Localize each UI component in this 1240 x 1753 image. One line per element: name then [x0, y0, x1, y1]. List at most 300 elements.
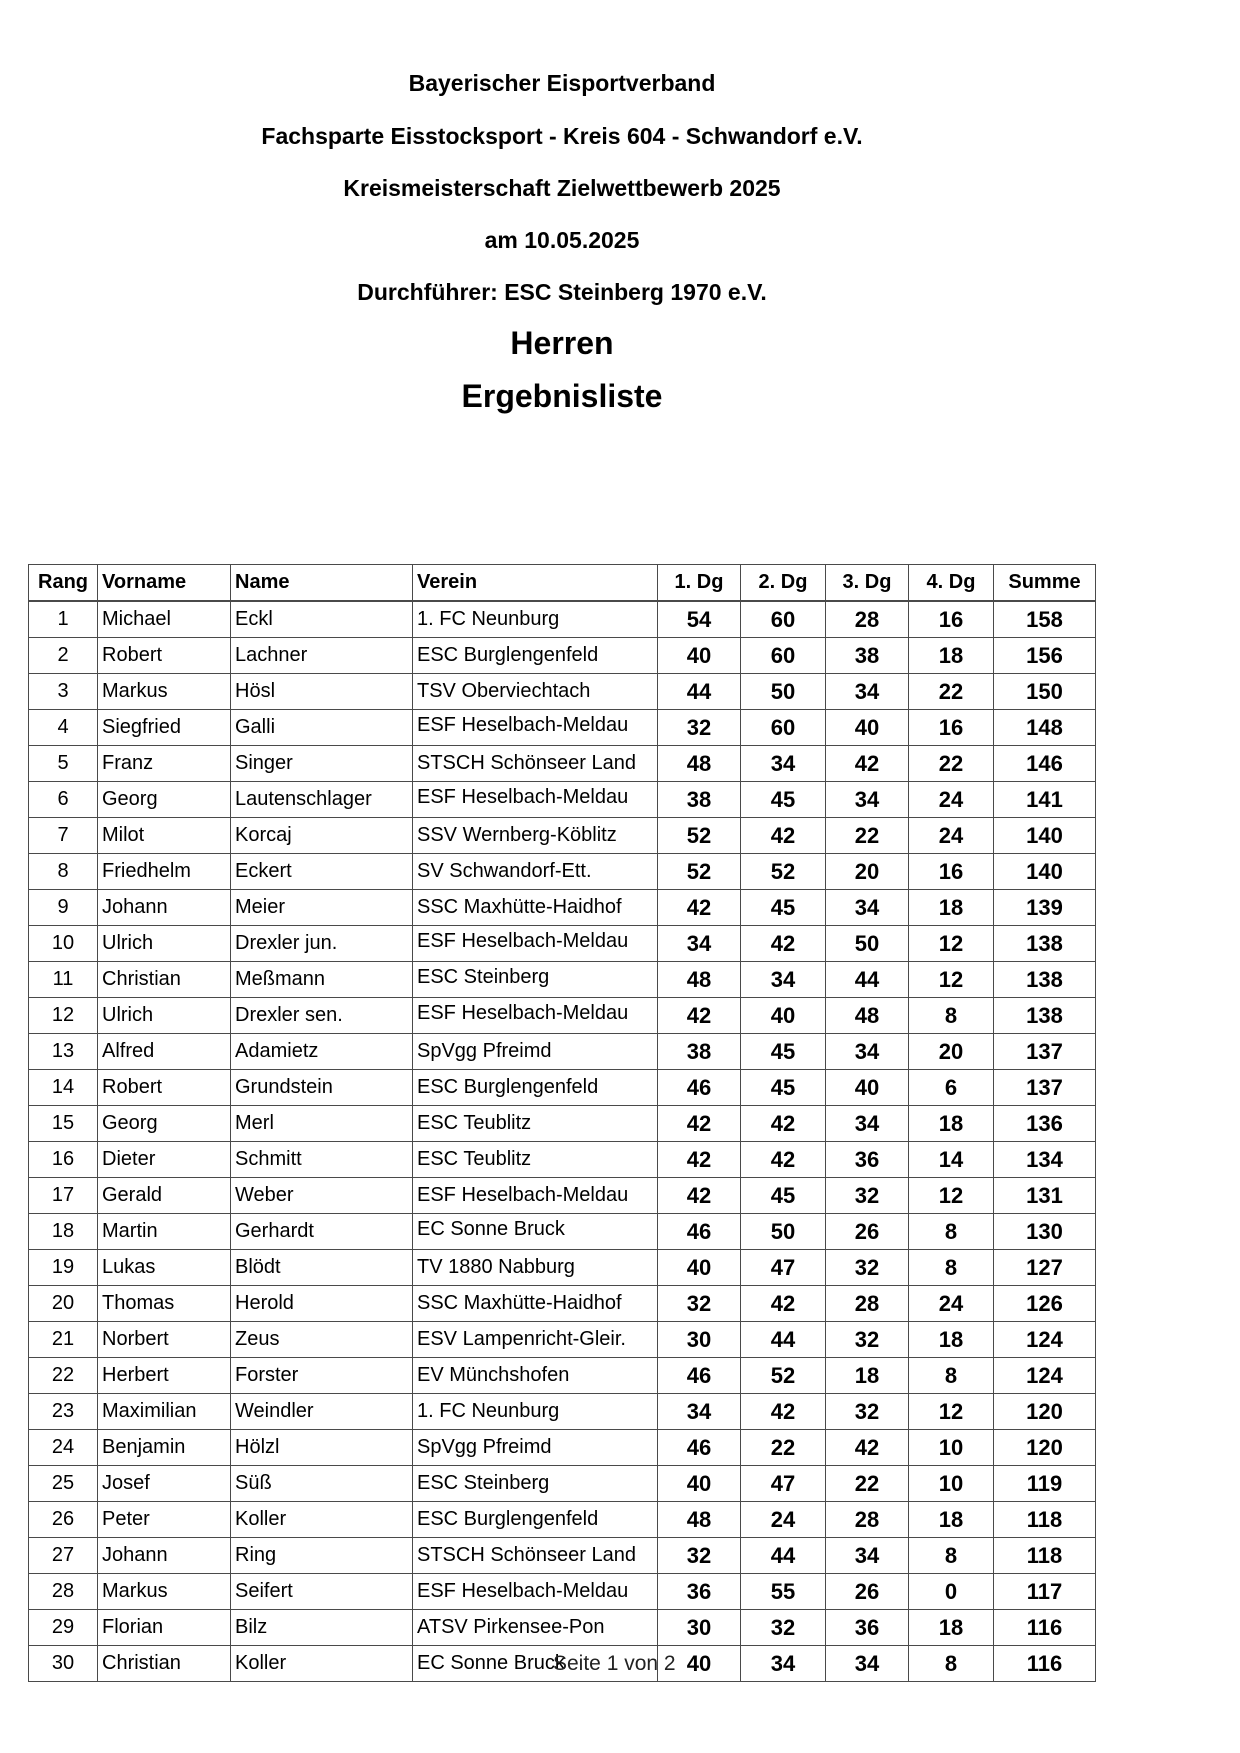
- table-row: [29, 854, 1096, 890]
- rank-cell: 24: [29, 1430, 98, 1466]
- round-1-cell: 42: [658, 890, 741, 926]
- round-3-cell: 32: [826, 1250, 909, 1286]
- round-3-cell: 18: [826, 1358, 909, 1394]
- round-2-cell: 24: [741, 1502, 826, 1538]
- first-name-cell: Dieter: [98, 1142, 231, 1178]
- last-name-cell: Korcaj: [231, 818, 413, 854]
- round-3-cell: 40: [826, 1070, 909, 1106]
- table-row: [29, 746, 1096, 782]
- round-1-cell: 36: [658, 1574, 741, 1610]
- last-name-cell: Koller: [231, 1646, 413, 1682]
- round-2-cell: 52: [741, 854, 826, 890]
- table-row: [29, 1034, 1096, 1070]
- round-3-cell: 48: [826, 998, 909, 1034]
- round-1-cell: 32: [658, 1286, 741, 1322]
- round-1-cell: 42: [658, 1178, 741, 1214]
- rank-cell: 4: [29, 710, 98, 746]
- first-name-cell: Ulrich: [98, 998, 231, 1034]
- club-cell: ESC Burglengenfeld: [413, 1070, 658, 1106]
- round-2-cell: 45: [741, 1034, 826, 1070]
- rank-cell: 18: [29, 1214, 98, 1250]
- table-row: [29, 1394, 1096, 1430]
- round-3-cell: 32: [826, 1178, 909, 1214]
- round-2-cell: 42: [741, 1142, 826, 1178]
- total-cell: 140: [994, 854, 1096, 890]
- first-name-cell: Friedhelm: [98, 854, 231, 890]
- total-cell: 138: [994, 998, 1096, 1034]
- category-title: Herren: [510, 325, 614, 361]
- round-3-cell: 26: [826, 1214, 909, 1250]
- round-1-cell: 42: [658, 998, 741, 1034]
- total-cell: 127: [994, 1250, 1096, 1286]
- rank-cell: 25: [29, 1466, 98, 1502]
- round-4-cell: 0: [909, 1574, 994, 1610]
- page-number: Seite 1 von 2: [553, 1652, 676, 1675]
- round-1-cell: 42: [658, 1106, 741, 1142]
- last-name-cell: Lautenschlager: [231, 782, 413, 818]
- round-4-cell: 8: [909, 1646, 994, 1682]
- table-row: [29, 1106, 1096, 1142]
- club-cell: ESC Burglengenfeld: [413, 1502, 658, 1538]
- last-name-cell: Blödt: [231, 1250, 413, 1286]
- first-name-cell: Johann: [98, 1538, 231, 1574]
- last-name-cell: Adamietz: [231, 1034, 413, 1070]
- total-cell: 116: [994, 1610, 1096, 1646]
- table-row: [29, 1466, 1096, 1502]
- round-1-cell: 54: [658, 601, 741, 638]
- table-row: [29, 998, 1096, 1034]
- round-2-cell: 34: [741, 746, 826, 782]
- total-cell: 158: [994, 601, 1096, 638]
- round-3-cell: 34: [826, 1034, 909, 1070]
- table-row: [29, 1070, 1096, 1106]
- table-row: [29, 782, 1096, 818]
- organizer: Durchführer: ESC Steinberg 1970 e.V.: [357, 279, 767, 305]
- table-row: [29, 1142, 1096, 1178]
- rank-cell: 17: [29, 1178, 98, 1214]
- round-3-cell: 32: [826, 1322, 909, 1358]
- first-name-cell: Siegfried: [98, 710, 231, 746]
- first-name-cell: Michael: [98, 601, 231, 638]
- rank-cell: 22: [29, 1358, 98, 1394]
- table-row: [29, 818, 1096, 854]
- club-cell: ESC Teublitz: [413, 1106, 658, 1142]
- total-cell: 139: [994, 890, 1096, 926]
- round-2-cell: 47: [741, 1466, 826, 1502]
- rank-cell: 12: [29, 998, 98, 1034]
- round-1-cell: 44: [658, 674, 741, 710]
- rank-cell: 14: [29, 1070, 98, 1106]
- column-header: Summe: [994, 565, 1096, 602]
- table-row: [29, 1358, 1096, 1394]
- round-1-cell: 46: [658, 1358, 741, 1394]
- round-3-cell: 28: [826, 601, 909, 638]
- rank-cell: 29: [29, 1610, 98, 1646]
- last-name-cell: Drexler jun.: [231, 926, 413, 962]
- total-cell: 120: [994, 1430, 1096, 1466]
- round-1-cell: 34: [658, 926, 741, 962]
- first-name-cell: Gerald: [98, 1178, 231, 1214]
- rank-cell: 15: [29, 1106, 98, 1142]
- round-1-cell: 40: [658, 638, 741, 674]
- round-4-cell: 18: [909, 1502, 994, 1538]
- club-cell: ESV Lampenricht-Gleir.: [413, 1322, 658, 1358]
- club-cell: 1. FC Neunburg: [413, 601, 658, 638]
- rank-cell: 30: [29, 1646, 98, 1682]
- club-cell: STSCH Schönseer Land: [413, 746, 658, 782]
- round-3-cell: 22: [826, 818, 909, 854]
- round-1-cell: 48: [658, 962, 741, 998]
- round-3-cell: 28: [826, 1286, 909, 1322]
- column-header: Name: [231, 565, 413, 602]
- total-cell: 119: [994, 1466, 1096, 1502]
- round-2-cell: 42: [741, 1106, 826, 1142]
- total-cell: 148: [994, 710, 1096, 746]
- round-3-cell: 20: [826, 854, 909, 890]
- round-3-cell: 32: [826, 1394, 909, 1430]
- total-cell: 156: [994, 638, 1096, 674]
- round-4-cell: 12: [909, 926, 994, 962]
- rank-cell: 3: [29, 674, 98, 710]
- total-cell: 137: [994, 1070, 1096, 1106]
- round-4-cell: 20: [909, 1034, 994, 1070]
- first-name-cell: Christian: [98, 962, 231, 998]
- event-date: am 10.05.2025: [484, 227, 640, 253]
- round-4-cell: 16: [909, 710, 994, 746]
- table-row: [29, 1250, 1096, 1286]
- round-4-cell: 18: [909, 1322, 994, 1358]
- division-title: Fachsparte Eisstocksport - Kreis 604 - Schwandorf e.V.: [261, 123, 863, 149]
- club-cell: SpVgg Pfreimd: [413, 1430, 658, 1466]
- club-cell: SSC Maxhütte-Haidhof: [413, 890, 658, 926]
- rank-cell: 27: [29, 1538, 98, 1574]
- club-cell: ESC Burglengenfeld: [413, 638, 658, 674]
- round-3-cell: 50: [826, 926, 909, 962]
- round-4-cell: 18: [909, 1106, 994, 1142]
- club-cell: ESF Heselbach-Meldau: [413, 782, 658, 818]
- results-table: [28, 564, 1096, 1682]
- rank-cell: 19: [29, 1250, 98, 1286]
- round-1-cell: 40: [658, 1646, 741, 1682]
- round-2-cell: 52: [741, 1358, 826, 1394]
- total-cell: 150: [994, 674, 1096, 710]
- total-cell: 124: [994, 1322, 1096, 1358]
- last-name-cell: Drexler sen.: [231, 998, 413, 1034]
- table-row: [29, 638, 1096, 674]
- round-2-cell: 60: [741, 710, 826, 746]
- column-header: Rang: [29, 565, 98, 602]
- round-4-cell: 24: [909, 1286, 994, 1322]
- club-cell: ESC Steinberg: [413, 1466, 658, 1502]
- last-name-cell: Herold: [231, 1286, 413, 1322]
- round-4-cell: 8: [909, 998, 994, 1034]
- round-4-cell: 8: [909, 1538, 994, 1574]
- last-name-cell: Süß: [231, 1466, 413, 1502]
- last-name-cell: Weindler: [231, 1394, 413, 1430]
- rank-cell: 9: [29, 890, 98, 926]
- last-name-cell: Eckl: [231, 601, 413, 638]
- last-name-cell: Hölzl: [231, 1430, 413, 1466]
- round-1-cell: 46: [658, 1070, 741, 1106]
- round-4-cell: 24: [909, 782, 994, 818]
- round-4-cell: 10: [909, 1430, 994, 1466]
- club-cell: EV Münchshofen: [413, 1358, 658, 1394]
- round-4-cell: 22: [909, 746, 994, 782]
- total-cell: 117: [994, 1574, 1096, 1610]
- round-1-cell: 30: [658, 1610, 741, 1646]
- round-4-cell: 12: [909, 962, 994, 998]
- round-2-cell: 50: [741, 1214, 826, 1250]
- first-name-cell: Thomas: [98, 1286, 231, 1322]
- round-1-cell: 30: [658, 1322, 741, 1358]
- club-cell: SpVgg Pfreimd: [413, 1034, 658, 1070]
- table-row: [29, 926, 1096, 962]
- round-2-cell: 50: [741, 674, 826, 710]
- last-name-cell: Seifert: [231, 1574, 413, 1610]
- round-1-cell: 48: [658, 1502, 741, 1538]
- round-2-cell: 42: [741, 926, 826, 962]
- table-row: [29, 674, 1096, 710]
- round-3-cell: 34: [826, 1646, 909, 1682]
- total-cell: 118: [994, 1538, 1096, 1574]
- last-name-cell: Meßmann: [231, 962, 413, 998]
- round-4-cell: 24: [909, 818, 994, 854]
- round-1-cell: 34: [658, 1394, 741, 1430]
- rank-cell: 7: [29, 818, 98, 854]
- club-cell: ESF Heselbach-Meldau: [413, 998, 658, 1034]
- last-name-cell: Grundstein: [231, 1070, 413, 1106]
- table-row: [29, 1538, 1096, 1574]
- first-name-cell: Robert: [98, 638, 231, 674]
- club-cell: EC Sonne Bruck: [413, 1646, 658, 1682]
- first-name-cell: Georg: [98, 1106, 231, 1142]
- round-4-cell: 8: [909, 1358, 994, 1394]
- round-2-cell: 42: [741, 818, 826, 854]
- first-name-cell: Martin: [98, 1214, 231, 1250]
- total-cell: 136: [994, 1106, 1096, 1142]
- round-1-cell: 52: [658, 818, 741, 854]
- round-1-cell: 38: [658, 782, 741, 818]
- rank-cell: 26: [29, 1502, 98, 1538]
- round-2-cell: 55: [741, 1574, 826, 1610]
- first-name-cell: Lukas: [98, 1250, 231, 1286]
- total-cell: 137: [994, 1034, 1096, 1070]
- rank-cell: 21: [29, 1322, 98, 1358]
- total-cell: 141: [994, 782, 1096, 818]
- round-3-cell: 36: [826, 1610, 909, 1646]
- club-cell: ESF Heselbach-Meldau: [413, 710, 658, 746]
- rank-cell: 23: [29, 1394, 98, 1430]
- table-row: [29, 1610, 1096, 1646]
- club-cell: ESC Teublitz: [413, 1142, 658, 1178]
- round-3-cell: 22: [826, 1466, 909, 1502]
- rank-cell: 16: [29, 1142, 98, 1178]
- first-name-cell: Milot: [98, 818, 231, 854]
- round-3-cell: 34: [826, 674, 909, 710]
- table-row: [29, 1214, 1096, 1250]
- rank-cell: 5: [29, 746, 98, 782]
- total-cell: 146: [994, 746, 1096, 782]
- round-3-cell: 42: [826, 1430, 909, 1466]
- last-name-cell: Lachner: [231, 638, 413, 674]
- rank-cell: 6: [29, 782, 98, 818]
- total-cell: 124: [994, 1358, 1096, 1394]
- rank-cell: 2: [29, 638, 98, 674]
- federation-title: Bayerischer Eisportverband: [408, 70, 716, 96]
- total-cell: 131: [994, 1178, 1096, 1214]
- round-4-cell: 18: [909, 638, 994, 674]
- club-cell: EC Sonne Bruck: [413, 1214, 658, 1250]
- first-name-cell: Maximilian: [98, 1394, 231, 1430]
- round-1-cell: 52: [658, 854, 741, 890]
- last-name-cell: Koller: [231, 1502, 413, 1538]
- last-name-cell: Eckert: [231, 854, 413, 890]
- first-name-cell: Georg: [98, 782, 231, 818]
- round-3-cell: 34: [826, 1106, 909, 1142]
- table-row: [29, 710, 1096, 746]
- total-cell: 118: [994, 1502, 1096, 1538]
- round-2-cell: 32: [741, 1610, 826, 1646]
- last-name-cell: Gerhardt: [231, 1214, 413, 1250]
- club-cell: TSV Oberviechtach: [413, 674, 658, 710]
- round-1-cell: 32: [658, 710, 741, 746]
- round-2-cell: 44: [741, 1538, 826, 1574]
- round-2-cell: 45: [741, 1070, 826, 1106]
- club-cell: ESF Heselbach-Meldau: [413, 1574, 658, 1610]
- round-2-cell: 45: [741, 1178, 826, 1214]
- round-3-cell: 34: [826, 890, 909, 926]
- total-cell: 134: [994, 1142, 1096, 1178]
- round-2-cell: 44: [741, 1322, 826, 1358]
- round-2-cell: 34: [741, 962, 826, 998]
- round-4-cell: 14: [909, 1142, 994, 1178]
- first-name-cell: Christian: [98, 1646, 231, 1682]
- total-cell: 116: [994, 1646, 1096, 1682]
- round-2-cell: 45: [741, 782, 826, 818]
- table-body: [29, 601, 1096, 1682]
- last-name-cell: Weber: [231, 1178, 413, 1214]
- round-3-cell: 44: [826, 962, 909, 998]
- round-2-cell: 60: [741, 638, 826, 674]
- round-2-cell: 22: [741, 1430, 826, 1466]
- last-name-cell: Meier: [231, 890, 413, 926]
- club-cell: ESF Heselbach-Meldau: [413, 926, 658, 962]
- last-name-cell: Singer: [231, 746, 413, 782]
- last-name-cell: Merl: [231, 1106, 413, 1142]
- first-name-cell: Markus: [98, 1574, 231, 1610]
- round-1-cell: 38: [658, 1034, 741, 1070]
- table-row: [29, 1430, 1096, 1466]
- first-name-cell: Norbert: [98, 1322, 231, 1358]
- rank-cell: 1: [29, 601, 98, 638]
- table-row: [29, 1322, 1096, 1358]
- round-2-cell: 42: [741, 1394, 826, 1430]
- round-1-cell: 42: [658, 1142, 741, 1178]
- first-name-cell: Ulrich: [98, 926, 231, 962]
- last-name-cell: Galli: [231, 710, 413, 746]
- column-header: 4. Dg: [909, 565, 994, 602]
- last-name-cell: Zeus: [231, 1322, 413, 1358]
- round-3-cell: 40: [826, 710, 909, 746]
- total-cell: 126: [994, 1286, 1096, 1322]
- total-cell: 130: [994, 1214, 1096, 1250]
- table-row: [29, 962, 1096, 998]
- round-3-cell: 34: [826, 782, 909, 818]
- total-cell: 120: [994, 1394, 1096, 1430]
- table-header-row: [29, 565, 1096, 602]
- round-3-cell: 36: [826, 1142, 909, 1178]
- total-cell: 138: [994, 962, 1096, 998]
- round-1-cell: 46: [658, 1214, 741, 1250]
- first-name-cell: Florian: [98, 1610, 231, 1646]
- club-cell: 1. FC Neunburg: [413, 1394, 658, 1430]
- club-cell: SV Schwandorf-Ett.: [413, 854, 658, 890]
- round-2-cell: 42: [741, 1286, 826, 1322]
- club-cell: STSCH Schönseer Land: [413, 1538, 658, 1574]
- last-name-cell: Forster: [231, 1358, 413, 1394]
- rank-cell: 11: [29, 962, 98, 998]
- table-row: [29, 1574, 1096, 1610]
- round-1-cell: 48: [658, 746, 741, 782]
- round-4-cell: 8: [909, 1214, 994, 1250]
- first-name-cell: Robert: [98, 1070, 231, 1106]
- round-2-cell: 47: [741, 1250, 826, 1286]
- column-header: 3. Dg: [826, 565, 909, 602]
- column-header: Vorname: [98, 565, 231, 602]
- round-4-cell: 10: [909, 1466, 994, 1502]
- column-header: 2. Dg: [741, 565, 826, 602]
- round-4-cell: 12: [909, 1394, 994, 1430]
- table-row: [29, 1286, 1096, 1322]
- rank-cell: 28: [29, 1574, 98, 1610]
- round-2-cell: 34: [741, 1646, 826, 1682]
- club-cell: ESC Steinberg: [413, 962, 658, 998]
- round-4-cell: 16: [909, 854, 994, 890]
- round-4-cell: 18: [909, 1610, 994, 1646]
- rank-cell: 20: [29, 1286, 98, 1322]
- round-4-cell: 22: [909, 674, 994, 710]
- round-4-cell: 8: [909, 1250, 994, 1286]
- table-row: [29, 1178, 1096, 1214]
- first-name-cell: Josef: [98, 1466, 231, 1502]
- competition-title: Kreismeisterschaft Zielwettbewerb 2025: [343, 175, 781, 201]
- rank-cell: 13: [29, 1034, 98, 1070]
- round-3-cell: 28: [826, 1502, 909, 1538]
- round-1-cell: 40: [658, 1250, 741, 1286]
- last-name-cell: Schmitt: [231, 1142, 413, 1178]
- total-cell: 140: [994, 818, 1096, 854]
- rank-cell: 8: [29, 854, 98, 890]
- round-2-cell: 40: [741, 998, 826, 1034]
- club-cell: ESF Heselbach-Meldau: [413, 1178, 658, 1214]
- round-1-cell: 46: [658, 1430, 741, 1466]
- round-3-cell: 38: [826, 638, 909, 674]
- round-4-cell: 18: [909, 890, 994, 926]
- first-name-cell: Alfred: [98, 1034, 231, 1070]
- round-1-cell: 32: [658, 1538, 741, 1574]
- first-name-cell: Franz: [98, 746, 231, 782]
- column-header: 1. Dg: [658, 565, 741, 602]
- round-4-cell: 6: [909, 1070, 994, 1106]
- round-4-cell: 12: [909, 1178, 994, 1214]
- round-2-cell: 45: [741, 890, 826, 926]
- club-cell: ATSV Pirkensee-Pon: [413, 1610, 658, 1646]
- last-name-cell: Bilz: [231, 1610, 413, 1646]
- results-list-title: Ergebnisliste: [461, 378, 663, 414]
- first-name-cell: Johann: [98, 890, 231, 926]
- first-name-cell: Peter: [98, 1502, 231, 1538]
- round-3-cell: 42: [826, 746, 909, 782]
